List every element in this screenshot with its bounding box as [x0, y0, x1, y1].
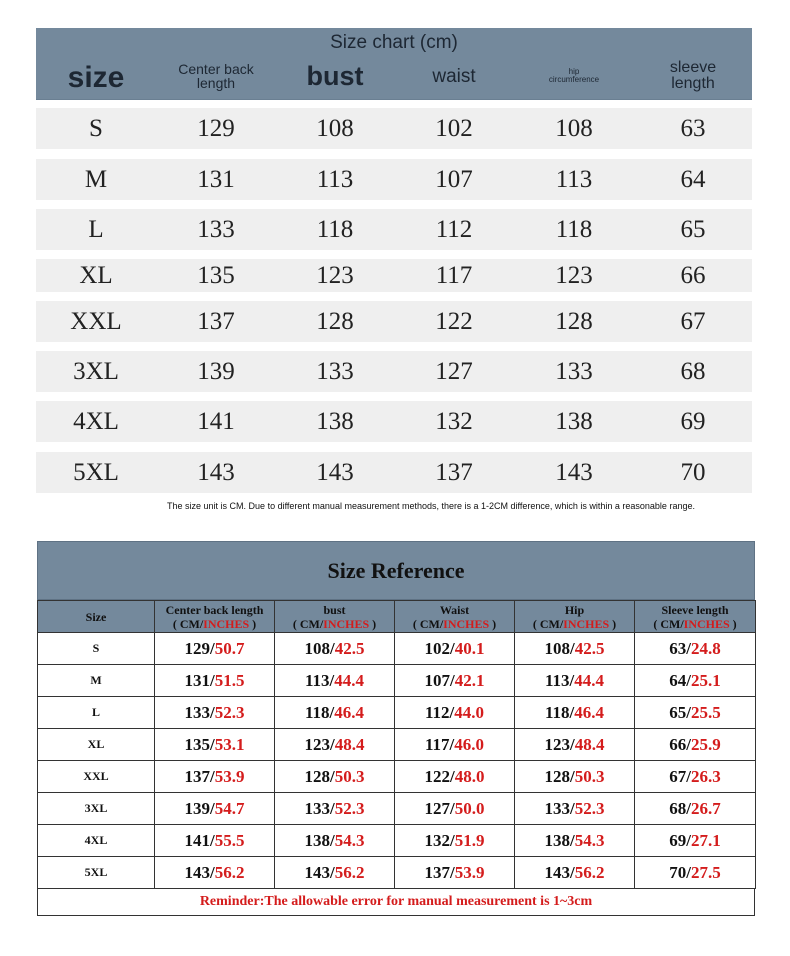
- separator: /: [570, 798, 575, 818]
- unit-label: [275, 617, 394, 631]
- unit-label: [635, 617, 755, 631]
- measurement-cell: [395, 697, 515, 729]
- size-chart-row: [36, 159, 752, 200]
- size-value: 117: [435, 261, 473, 289]
- size-chart-title: Size chart (cm): [330, 32, 458, 53]
- header-sleeve-length: sleeve length: [669, 59, 717, 92]
- unit-cm: ( CM/: [412, 616, 444, 631]
- measurement-cell: [395, 825, 515, 857]
- table-row: [38, 793, 756, 825]
- inch-value: 51.5: [214, 670, 245, 690]
- inch-value: 52.3: [334, 798, 365, 818]
- separator: /: [330, 734, 335, 754]
- cm-value: 113: [304, 670, 330, 690]
- cm-value: 68: [669, 798, 687, 818]
- inch-value: 25.5: [690, 702, 721, 722]
- measurement-cell: [515, 665, 635, 697]
- measurement-cell: [275, 761, 395, 793]
- size-reference-body: [38, 633, 756, 889]
- unit-close: ): [369, 616, 377, 631]
- cm-value: 102: [424, 638, 450, 658]
- size-value: 139: [197, 357, 235, 385]
- header-size: size: [67, 61, 125, 94]
- inch-value: 27.5: [690, 862, 721, 882]
- size-chart-row: [36, 209, 752, 250]
- separator: /: [329, 670, 335, 690]
- measurement-cell: [155, 665, 275, 697]
- separator: /: [210, 862, 215, 882]
- cm-value: 137: [424, 862, 450, 882]
- size-value: 129: [197, 114, 235, 142]
- table-row: [38, 665, 756, 697]
- measurement-cell: [395, 729, 515, 761]
- size-label: XXL: [38, 761, 155, 793]
- cm-value: 128: [304, 766, 330, 786]
- size-chart-row: [36, 108, 752, 149]
- size-value: 118: [316, 215, 354, 243]
- size-label: 4XL: [38, 825, 155, 857]
- cm-value: 108: [304, 638, 330, 658]
- measurement-cell: [155, 633, 275, 665]
- size-value: 137: [197, 307, 235, 335]
- measurement-cell: [395, 793, 515, 825]
- unit-label: [515, 617, 634, 631]
- cm-value: 107: [424, 670, 450, 690]
- separator: /: [330, 766, 335, 786]
- size-label: S: [89, 114, 103, 142]
- measurement-cell: [515, 857, 635, 889]
- reference-header-label: Hip: [564, 602, 585, 617]
- unit-inches: INCHES: [203, 616, 250, 631]
- size-value: 143: [555, 458, 593, 486]
- cm-value: 133: [304, 798, 330, 818]
- cm-value: 133: [184, 702, 210, 722]
- cm-value: 135: [184, 734, 210, 754]
- size-chart-row: [36, 301, 752, 342]
- size-reference-header-row: [38, 601, 756, 633]
- unit-cm: ( CM/: [532, 616, 564, 631]
- cm-value: 118: [544, 702, 570, 722]
- size-label: XL: [79, 261, 113, 289]
- inch-value: 26.3: [690, 766, 721, 786]
- separator: /: [329, 702, 335, 722]
- cm-value: 69: [669, 830, 687, 850]
- header-center-back-length: Center back length: [178, 61, 254, 91]
- cm-value: 66: [669, 734, 687, 754]
- separator: /: [570, 734, 575, 754]
- size-value: 132: [435, 407, 473, 435]
- cm-value: 122: [424, 766, 450, 786]
- size-value: 133: [197, 215, 235, 243]
- reference-header-cell: [275, 601, 395, 633]
- reference-header-label: bust: [323, 602, 346, 617]
- inch-value: 26.7: [690, 798, 721, 818]
- header-hip-circumference: hip circumference: [548, 67, 600, 84]
- separator: /: [330, 830, 335, 850]
- inch-value: 42.1: [454, 670, 485, 690]
- measurement-cell: [635, 729, 756, 761]
- separator: /: [686, 830, 691, 850]
- inch-value: 52.3: [214, 702, 245, 722]
- inch-value: 40.1: [454, 638, 485, 658]
- unit-close: ): [249, 616, 257, 631]
- inch-value: 46.0: [454, 734, 485, 754]
- unit-inches: INCHES: [563, 616, 610, 631]
- size-value: 107: [435, 165, 473, 193]
- measurement-cell: [275, 729, 395, 761]
- unit-close: ): [489, 616, 497, 631]
- inch-value: 44.4: [574, 670, 605, 690]
- size-value: 133: [555, 357, 593, 385]
- unit-cm: ( CM/: [172, 616, 204, 631]
- measurement-note: The size unit is CM. Due to different manual measurement methods, there is a 1-2CM difference, which is within a reasonable range.: [167, 501, 695, 511]
- inch-value: 50.7: [214, 638, 245, 658]
- cm-value: 132: [424, 830, 450, 850]
- inch-value: 54.3: [334, 830, 365, 850]
- size-reference-table: [37, 600, 756, 889]
- inch-value: 24.8: [690, 638, 721, 658]
- size-value: 133: [316, 357, 354, 385]
- size-label: 3XL: [38, 793, 155, 825]
- size-value: 123: [555, 261, 593, 289]
- inch-value: 50.3: [574, 766, 605, 786]
- inch-value: 46.4: [574, 702, 605, 722]
- separator: /: [330, 798, 335, 818]
- cm-value: 65: [669, 702, 687, 722]
- size-value: 70: [680, 458, 706, 486]
- size-value: 67: [680, 307, 706, 335]
- measurement-cell: [275, 825, 395, 857]
- separator: /: [686, 702, 691, 722]
- cm-value: 137: [184, 766, 210, 786]
- measurement-cell: [275, 697, 395, 729]
- measurement-cell: [155, 697, 275, 729]
- size-value: 135: [197, 261, 235, 289]
- unit-close: ): [609, 616, 617, 631]
- reference-header-label: Waist: [439, 602, 470, 617]
- separator: /: [686, 670, 691, 690]
- inch-value: 42.5: [574, 638, 605, 658]
- inch-value: 25.1: [690, 670, 721, 690]
- measurement-cell: [515, 633, 635, 665]
- size-value: 143: [316, 458, 354, 486]
- cm-value: 63: [669, 638, 687, 658]
- cm-value: 138: [304, 830, 330, 850]
- separator: /: [570, 766, 575, 786]
- unit-inches: INCHES: [323, 616, 370, 631]
- cm-value: 127: [424, 798, 450, 818]
- inch-value: 54.3: [574, 830, 605, 850]
- inch-value: 50.3: [334, 766, 365, 786]
- size-value: 112: [435, 215, 473, 243]
- size-value: 113: [316, 165, 354, 193]
- cm-value: 138: [544, 830, 570, 850]
- separator: /: [450, 670, 455, 690]
- inch-value: 44.0: [454, 702, 485, 722]
- separator: /: [686, 798, 691, 818]
- size-value: 102: [435, 114, 473, 142]
- inch-value: 56.2: [574, 862, 605, 882]
- inch-value: 52.3: [574, 798, 605, 818]
- cm-value: 123: [304, 734, 330, 754]
- measurement-cell: [515, 697, 635, 729]
- inch-value: 56.2: [334, 862, 365, 882]
- separator: /: [450, 798, 455, 818]
- measurement-cell: [395, 857, 515, 889]
- cm-value: 108: [544, 638, 570, 658]
- cm-value: 129: [184, 638, 210, 658]
- size-chart-row: [36, 259, 752, 292]
- measurement-cell: [635, 697, 756, 729]
- cm-value: 67: [669, 766, 687, 786]
- measurement-cell: [395, 633, 515, 665]
- cm-value: 143: [544, 862, 570, 882]
- cm-value: 143: [304, 862, 330, 882]
- measurement-cell: [275, 665, 395, 697]
- size-label: XXL: [70, 307, 122, 335]
- cm-value: 139: [184, 798, 210, 818]
- size-label: 4XL: [73, 407, 119, 435]
- unit-label: [155, 617, 274, 631]
- measurement-cell: [635, 665, 756, 697]
- size-label: XL: [38, 729, 155, 761]
- size-value: 128: [316, 307, 354, 335]
- reference-header-cell: [38, 601, 155, 633]
- size-value: 65: [680, 215, 706, 243]
- cm-value: 113: [544, 670, 570, 690]
- inch-value: 48.4: [334, 734, 365, 754]
- size-value: 127: [435, 357, 473, 385]
- size-label: 5XL: [38, 857, 155, 889]
- size-reference: [37, 541, 755, 916]
- separator: /: [450, 830, 455, 850]
- reference-header-cell: [395, 601, 515, 633]
- separator: /: [569, 702, 575, 722]
- size-label: L: [38, 697, 155, 729]
- inch-value: 53.1: [214, 734, 245, 754]
- reference-header-cell: [515, 601, 635, 633]
- cm-value: 143: [184, 862, 210, 882]
- size-value: 138: [555, 407, 593, 435]
- separator: /: [450, 766, 455, 786]
- measurement-cell: [155, 761, 275, 793]
- size-value: 118: [555, 215, 593, 243]
- separator: /: [210, 670, 215, 690]
- header-bust: bust: [306, 60, 364, 91]
- measurement-cell: [275, 633, 395, 665]
- table-row: [38, 825, 756, 857]
- measurement-cell: [635, 857, 756, 889]
- measurement-cell: [515, 729, 635, 761]
- reference-header-label: Sleeve length: [661, 602, 729, 617]
- cm-value: 112: [424, 702, 450, 722]
- header-waist: waist: [432, 65, 476, 87]
- unit-close: ): [729, 616, 737, 631]
- reminder-text: Reminder:The allowable error for manual measurement is 1~3cm: [37, 889, 755, 916]
- separator: /: [686, 862, 691, 882]
- inch-value: 54.7: [214, 798, 245, 818]
- table-row: [38, 857, 756, 889]
- size-reference-title: Size Reference: [37, 541, 755, 600]
- reference-header-cell: [635, 601, 756, 633]
- inch-value: 42.5: [334, 638, 365, 658]
- inch-value: 25.9: [690, 734, 721, 754]
- size-label: M: [84, 165, 108, 193]
- table-row: [38, 729, 756, 761]
- size-value: 122: [435, 307, 473, 335]
- inch-value: 53.9: [214, 766, 245, 786]
- separator: /: [210, 734, 215, 754]
- measurement-cell: [635, 761, 756, 793]
- cm-value: 123: [544, 734, 570, 754]
- measurement-cell: [395, 761, 515, 793]
- separator: /: [686, 638, 691, 658]
- measurement-cell: [395, 665, 515, 697]
- measurement-cell: [635, 633, 756, 665]
- measurement-cell: [635, 825, 756, 857]
- size-label: L: [88, 215, 104, 243]
- size-value: 131: [197, 165, 235, 193]
- table-row: [38, 697, 756, 729]
- size-value: 64: [680, 165, 706, 193]
- size-value: 123: [316, 261, 354, 289]
- inch-value: 51.9: [454, 830, 485, 850]
- separator: /: [570, 830, 575, 850]
- inch-value: 55.5: [214, 830, 245, 850]
- measurement-cell: [275, 793, 395, 825]
- size-chart-cm: [36, 28, 752, 511]
- inch-value: 50.0: [454, 798, 485, 818]
- measurement-cell: [155, 793, 275, 825]
- separator: /: [210, 638, 215, 658]
- size-label: 5XL: [73, 458, 119, 486]
- size-label: 3XL: [73, 357, 119, 385]
- size-chart-header: [36, 28, 752, 100]
- table-row: [38, 761, 756, 793]
- inch-value: 46.4: [334, 702, 365, 722]
- separator: /: [449, 702, 455, 722]
- separator: /: [686, 734, 691, 754]
- size-value: 66: [680, 261, 706, 289]
- size-value: 63: [680, 114, 706, 142]
- separator: /: [210, 830, 215, 850]
- separator: /: [210, 766, 215, 786]
- inch-value: 44.4: [334, 670, 365, 690]
- size-value: 69: [680, 407, 706, 435]
- separator: /: [330, 862, 335, 882]
- separator: /: [686, 766, 691, 786]
- unit-inches: INCHES: [683, 616, 730, 631]
- reference-header-cell: [155, 601, 275, 633]
- measurement-cell: [515, 761, 635, 793]
- size-value: 141: [197, 407, 235, 435]
- size-value: 68: [680, 357, 706, 385]
- inch-value: 53.9: [454, 862, 485, 882]
- measurement-cell: [155, 825, 275, 857]
- unit-inches: INCHES: [443, 616, 490, 631]
- cm-value: 131: [184, 670, 210, 690]
- cm-value: 118: [304, 702, 330, 722]
- cm-value: 141: [184, 830, 210, 850]
- separator: /: [210, 702, 215, 722]
- inch-value: 48.0: [454, 766, 485, 786]
- size-value: 138: [316, 407, 354, 435]
- separator: /: [450, 862, 455, 882]
- measurement-cell: [515, 793, 635, 825]
- unit-label: [395, 617, 514, 631]
- size-label: M: [38, 665, 155, 697]
- size-value: 108: [316, 114, 354, 142]
- size-value: 113: [555, 165, 593, 193]
- inch-value: 27.1: [690, 830, 721, 850]
- separator: /: [449, 734, 455, 754]
- separator: /: [569, 670, 575, 690]
- measurement-cell: [275, 857, 395, 889]
- measurement-cell: [635, 793, 756, 825]
- reference-header-label: Center back length: [165, 602, 264, 617]
- unit-cm: ( CM/: [653, 616, 684, 631]
- size-value: 108: [555, 114, 593, 142]
- separator: /: [330, 638, 335, 658]
- cm-value: 117: [424, 734, 450, 754]
- measurement-cell: [155, 857, 275, 889]
- cm-value: 70: [669, 862, 687, 882]
- cm-value: 133: [544, 798, 570, 818]
- measurement-cell: [155, 729, 275, 761]
- size-chart-row: [36, 452, 752, 493]
- inch-value: 48.4: [574, 734, 605, 754]
- separator: /: [570, 862, 575, 882]
- table-row: [38, 633, 756, 665]
- cm-value: 64: [669, 670, 687, 690]
- separator: /: [570, 638, 575, 658]
- size-chart-row: [36, 401, 752, 442]
- separator: /: [210, 798, 215, 818]
- size-value: 143: [197, 458, 235, 486]
- measurement-cell: [515, 825, 635, 857]
- cm-value: 128: [544, 766, 570, 786]
- size-chart-row: [36, 351, 752, 392]
- size-value: 128: [555, 307, 593, 335]
- inch-value: 56.2: [214, 862, 245, 882]
- size-label: S: [38, 633, 155, 665]
- reference-header-label: Size: [85, 609, 107, 624]
- size-value: 137: [435, 458, 473, 486]
- unit-cm: ( CM/: [292, 616, 324, 631]
- separator: /: [450, 638, 455, 658]
